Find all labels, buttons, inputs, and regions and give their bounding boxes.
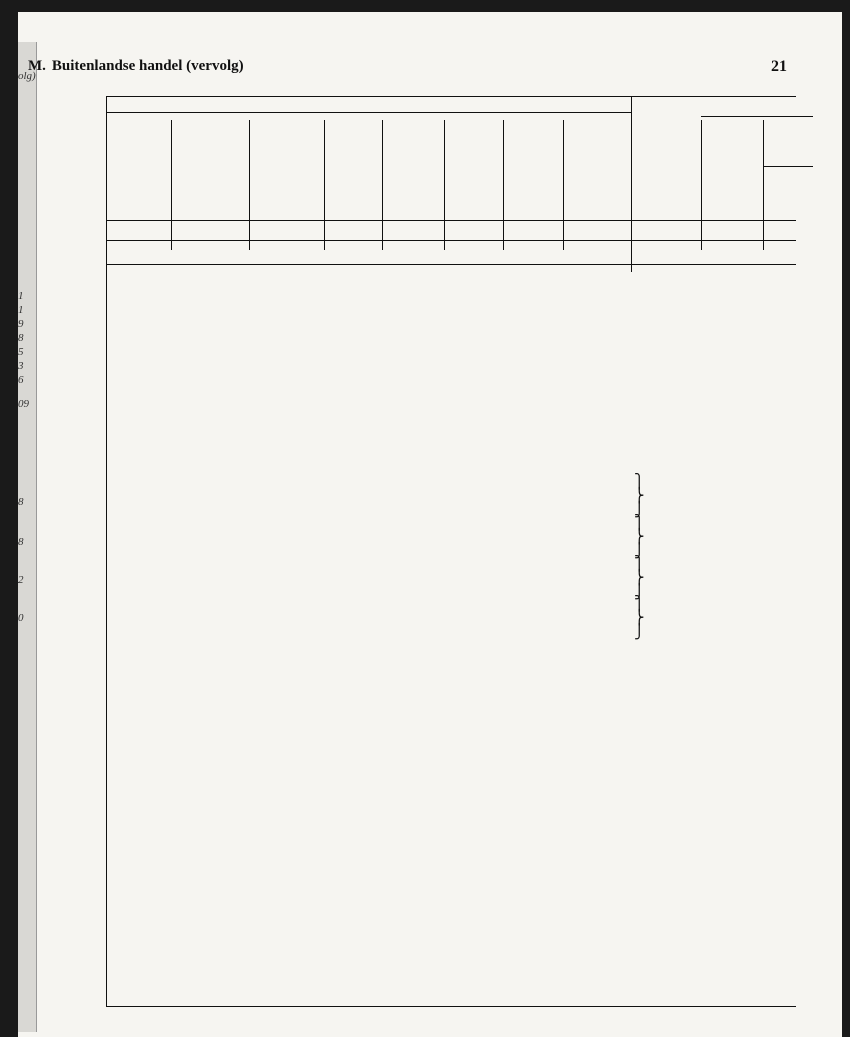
quarter-brace: ⎫ ⎬ ⎭ <box>634 515 645 559</box>
column-divider <box>631 250 632 272</box>
column-divider <box>631 96 632 120</box>
export-table <box>86 82 798 1007</box>
column-divider <box>763 120 764 250</box>
section-letter: M. <box>28 58 46 74</box>
page-title: Buitenlandse handel (vervolg) <box>51 58 244 74</box>
quarter-brace: ⎫ ⎬ ⎭ <box>634 556 645 600</box>
column-divider <box>631 120 632 250</box>
margin-mark: olg) <box>18 70 36 82</box>
margin-mark: 1 <box>18 304 24 316</box>
rule-num-bottom <box>106 264 796 265</box>
rule-unit <box>106 240 796 241</box>
table-border-left <box>106 96 107 1007</box>
quarter-brace: ⎫ ⎬ ⎭ <box>634 475 645 518</box>
rule-table-bottom <box>106 1006 796 1007</box>
margin-mark: 1 <box>18 290 24 302</box>
margin-mark: 8 <box>18 332 24 344</box>
margin-mark: 3 <box>18 360 24 372</box>
margin-mark: 09 <box>18 398 29 410</box>
rule-eeg <box>763 166 813 167</box>
column-divider <box>444 120 445 250</box>
page-number: 21 <box>771 58 787 75</box>
column-divider <box>171 120 172 250</box>
column-divider <box>324 120 325 250</box>
column-divider <box>563 120 564 250</box>
column-divider <box>503 120 504 250</box>
document-page <box>18 12 842 1037</box>
rule-top <box>106 96 796 97</box>
page-header <box>28 58 244 75</box>
margin-mark: 5 <box>18 346 24 358</box>
margin-mark: 8 <box>18 496 24 508</box>
quarter-brace: ⎫ ⎬ ⎭ <box>634 597 645 641</box>
margin-mark: 9 <box>18 318 24 330</box>
margin-mark: 8 <box>18 536 24 548</box>
rule-head-bottom <box>106 220 796 221</box>
column-divider <box>382 120 383 250</box>
margin-mark: 6 <box>18 374 24 386</box>
margin-mark: 2 <box>18 574 24 586</box>
rule-waarvan <box>701 116 813 117</box>
rule-spanning <box>106 112 631 113</box>
column-divider <box>701 120 702 250</box>
margin-mark: 0 <box>18 612 24 624</box>
column-divider <box>249 120 250 250</box>
